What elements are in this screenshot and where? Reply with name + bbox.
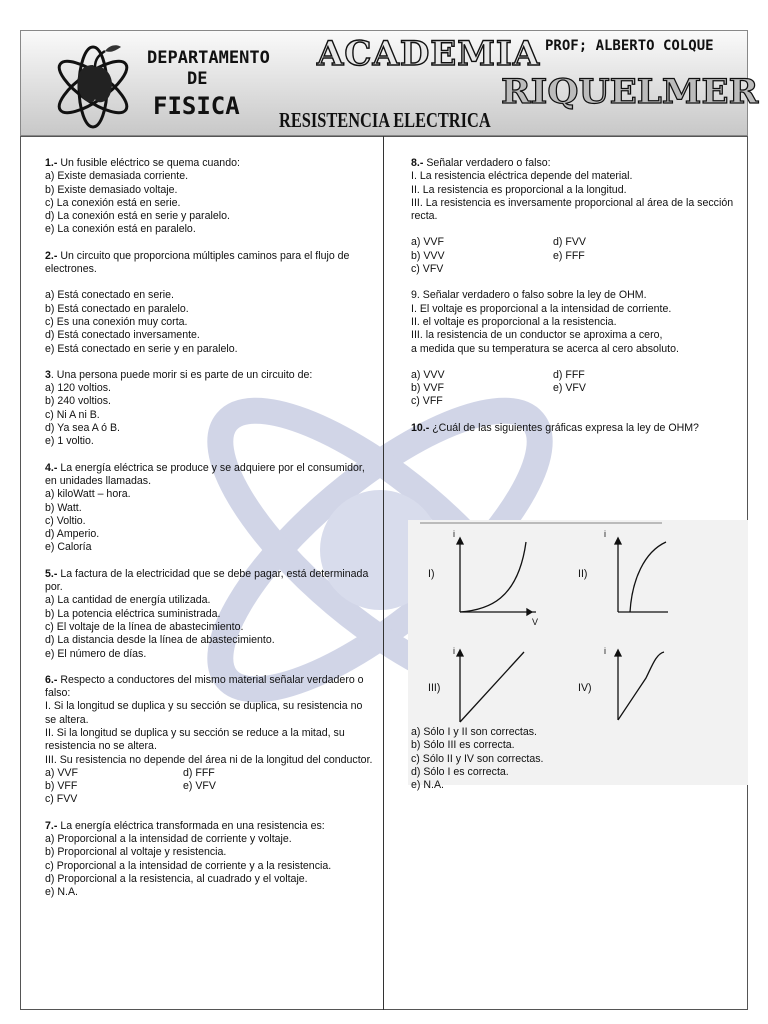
option: d) Amperio. xyxy=(45,528,100,541)
option: c) Proporcional a la intensidad de corriente y a la resistencia. xyxy=(45,859,332,872)
statement: I. La resistencia eléctrica depende del material. xyxy=(411,170,633,183)
statement: III. la resistencia de un conductor se aproxima a cero, xyxy=(411,329,663,342)
option: b) Watt. xyxy=(45,501,82,514)
question-number: 10.- xyxy=(411,421,430,434)
option: a) La cantidad de energía utilizada. xyxy=(45,594,211,607)
options-grid xyxy=(45,767,375,807)
option: a) kiloWatt – hora. xyxy=(45,488,131,501)
question-stem: . Una persona puede morir si es parte de un circuito de: xyxy=(50,368,313,381)
option: d) FFF xyxy=(183,766,215,779)
option: b) VVF xyxy=(411,382,444,395)
graph-label-4: IV) xyxy=(578,682,592,694)
option: e) VFV xyxy=(183,780,216,793)
axis-v-label: V xyxy=(532,617,539,627)
header-banner xyxy=(20,30,759,136)
column-divider xyxy=(383,136,384,1010)
curve-4 xyxy=(618,652,664,720)
statement: I. El voltaje es proporcional a la intensidad de corriente. xyxy=(411,302,672,315)
option: c) La conexión está en serie. xyxy=(45,196,181,209)
question-9 xyxy=(411,289,739,408)
option: b) Está conectado en paralelo. xyxy=(45,302,189,315)
option: c) Ni A ni B. xyxy=(45,408,100,421)
curve-2 xyxy=(630,542,666,612)
option: e) VFV xyxy=(553,382,586,395)
axis-i-label: i xyxy=(453,529,455,539)
option: a) Proporcional a la intensidad de corriente y voltaje. xyxy=(45,833,292,846)
question-stem: La factura de la electricidad que se debe pagar, está determinada por. xyxy=(45,567,369,594)
question-number: 5.- xyxy=(45,567,58,580)
option: e) La conexión está en paralelo. xyxy=(45,223,196,236)
question-2 xyxy=(45,250,375,356)
graph-label-3: III) xyxy=(428,682,441,694)
option xyxy=(553,395,673,408)
option: b) Sólo III es correcta. xyxy=(411,739,515,752)
question-number: 7.- xyxy=(45,819,58,832)
question-stem: 9. Señalar verdadero o falso sobre la ley de OHM. xyxy=(411,289,647,302)
graph-4 xyxy=(615,650,664,720)
option: d) La distancia desde la línea de abastecimiento. xyxy=(45,634,275,647)
question-stem: Señalar verdadero o falso: xyxy=(423,157,551,169)
line-3 xyxy=(460,652,524,722)
question-stem: Un fusible eléctrico se quema cuando: xyxy=(57,157,240,169)
question-stem: La energía eléctrica se produce y se adquiere por el consumidor, en unidades llamadas. xyxy=(45,461,365,487)
academy-title: ACADEMIA xyxy=(317,34,541,74)
axis-i-label: i xyxy=(453,646,455,656)
question-6 xyxy=(45,674,375,807)
option: a) Sólo I y II son correctas. xyxy=(411,726,537,738)
option: a) Existe demasiada corriente. xyxy=(45,170,189,183)
option: b) La potencia eléctrica suministrada. xyxy=(45,607,221,620)
option: e) El número de días. xyxy=(45,647,147,660)
question-1 xyxy=(45,157,375,237)
option: a) VVF xyxy=(45,766,78,779)
graph-3 xyxy=(457,650,524,722)
curve-1 xyxy=(460,542,526,612)
question-8 xyxy=(411,157,739,276)
graph-2 xyxy=(615,538,668,612)
option: a) 120 voltios. xyxy=(45,382,111,395)
option xyxy=(553,263,673,276)
i-arrow xyxy=(457,650,463,656)
i-arrow xyxy=(615,650,621,656)
option: a) VVF xyxy=(411,236,444,249)
option: c) VFF xyxy=(411,395,443,408)
option: b) 240 voltios. xyxy=(45,395,111,408)
question-number: 1.- xyxy=(45,157,58,169)
option xyxy=(183,793,303,806)
department-line-2: DE xyxy=(187,69,208,89)
statement: III. Su resistencia no depende del área ni de la longitud del conductor. xyxy=(45,753,373,766)
options-grid xyxy=(411,369,739,409)
option: e) N.A. xyxy=(411,779,444,792)
option: b) Proporcional al voltaje y resistencia. xyxy=(45,846,227,859)
v-arrow xyxy=(527,609,532,615)
statement: I. Si la longitud se duplica y su sección se duplica, su resistencia no se altera. xyxy=(45,700,363,726)
axis-i-label: i xyxy=(604,529,606,539)
question-7 xyxy=(45,820,375,900)
question-4 xyxy=(45,462,375,555)
question-number: 3 xyxy=(45,368,51,381)
professor-name: PROF; ALBERTO COLQUE xyxy=(545,38,714,54)
axis-i-label: i xyxy=(604,646,606,656)
statement: III. La resistencia es inversamente proporcional al área de la sección recta. xyxy=(411,196,734,223)
option: e) FFF xyxy=(553,249,585,262)
option: c) Voltio. xyxy=(45,514,86,527)
statement: II. La resistencia es proporcional a la longitud. xyxy=(411,183,627,196)
option: b) VFF xyxy=(45,780,78,793)
option: d) Ya sea A ó B. xyxy=(45,422,120,435)
right-column xyxy=(411,157,739,448)
question-number: 2.- xyxy=(45,249,58,262)
question-3 xyxy=(45,369,375,449)
i-arrow xyxy=(457,538,463,544)
option: c) El voltaje de la línea de abastecimiento. xyxy=(45,620,244,633)
option: d) Proporcional a la resistencia, al cuadrado y el voltaje. xyxy=(45,872,308,885)
question-number: 8.- xyxy=(411,157,424,169)
statement: II. Si la longitud se duplica y su sección se reduce a la mitad, su resistencia no se altera. xyxy=(45,726,345,753)
left-column xyxy=(45,157,375,913)
options-grid xyxy=(411,236,739,276)
atom-logo-icon xyxy=(49,35,139,131)
option: d) Sólo I es correcta. xyxy=(411,765,509,778)
statement: II. el voltaje es proporcional a la resistencia. xyxy=(411,315,617,328)
question-10-options xyxy=(411,726,543,792)
option: c) VFV xyxy=(411,263,444,276)
option: d) Está conectado inversamente. xyxy=(45,329,200,342)
department-line-3: FISICA xyxy=(153,92,240,120)
question-number: 4.- xyxy=(45,461,58,474)
option: b) VVV xyxy=(411,249,445,262)
question-stem: Respecto a conductores del mismo material señalar verdadero o falso: xyxy=(45,673,364,700)
option: e) N.A. xyxy=(45,886,78,899)
subject-title: RESISTENCIA ELECTRICA xyxy=(279,108,491,132)
statement: a medida que su temperatura se acerca al cero absoluto. xyxy=(411,342,679,355)
option: b) Existe demasiado voltaje. xyxy=(45,183,178,196)
option: e) 1 voltio. xyxy=(45,435,94,448)
question-5 xyxy=(45,568,375,661)
question-10 xyxy=(411,422,739,435)
option: c) FVV xyxy=(45,793,78,806)
option: a) VVV xyxy=(411,368,445,381)
option: c) Es una conexión muy corta. xyxy=(45,315,188,328)
graph-1 xyxy=(457,538,536,615)
graph-label-2: II) xyxy=(578,568,588,580)
question-number: 6.- xyxy=(45,673,58,686)
graph-label-1: I) xyxy=(428,568,435,580)
department-line-1: DEPARTAMENTO xyxy=(147,48,270,68)
option: d) FVV xyxy=(553,236,586,249)
i-arrow xyxy=(615,538,621,544)
option: e) Caloría xyxy=(45,541,92,554)
option: a) Está conectado en serie. xyxy=(45,289,174,302)
option: c) Sólo II y IV son correctas. xyxy=(411,752,544,765)
question-stem: La energía eléctrica transformada en una resistencia es: xyxy=(57,819,325,832)
academy-name: RIQUELMER xyxy=(501,72,759,112)
option: d) FFF xyxy=(553,368,585,381)
question-stem: ¿Cuál de las siguientes gráficas expresa la ley de OHM? xyxy=(429,421,699,434)
option: e) Está conectado en serie y en paralelo. xyxy=(45,342,238,355)
question-stem: Un circuito que proporciona múltiples caminos para el flujo de electrones. xyxy=(45,249,350,276)
option: d) La conexión está en serie y paralelo. xyxy=(45,210,230,223)
